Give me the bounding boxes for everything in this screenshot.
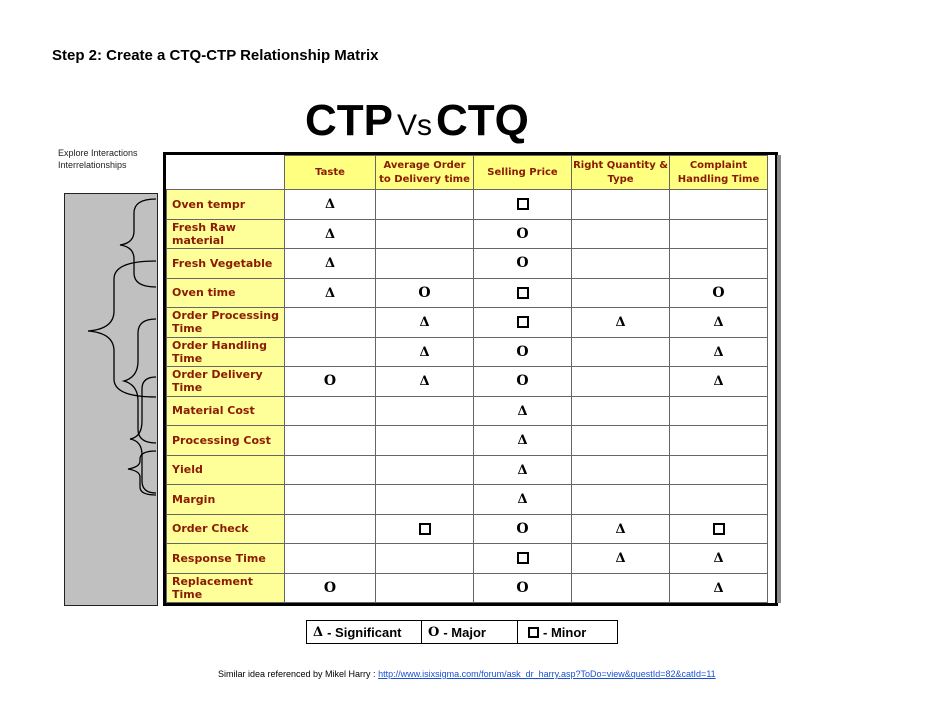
delta-icon: Δ xyxy=(419,315,430,331)
matrix-cell xyxy=(285,308,376,338)
matrix-cell xyxy=(376,308,474,338)
side-note xyxy=(58,147,138,171)
matrix-cell xyxy=(285,426,376,456)
matrix-cell xyxy=(474,485,572,515)
row-label: Order Handling Time xyxy=(167,337,285,367)
matrix-cell xyxy=(474,426,572,456)
matrix-cell xyxy=(572,367,670,397)
matrix-cell xyxy=(572,308,670,338)
row-label: Material Cost xyxy=(167,396,285,426)
delta-icon: Δ xyxy=(713,315,724,331)
matrix-cell xyxy=(572,219,670,249)
legend-minor xyxy=(518,621,617,643)
matrix-row xyxy=(167,249,768,279)
footer xyxy=(218,669,716,679)
circle-icon: O xyxy=(516,343,529,360)
row-label: Order Check xyxy=(167,514,285,544)
matrix-cell xyxy=(285,219,376,249)
matrix-cell xyxy=(572,485,670,515)
row-label: Oven tempr xyxy=(167,190,285,220)
legend-significant-label: - Significant xyxy=(327,624,402,640)
matrix-cell xyxy=(285,485,376,515)
brace-1 xyxy=(120,199,156,287)
delta-icon: Δ xyxy=(517,403,528,419)
matrix-row xyxy=(167,278,768,308)
delta-icon: Δ xyxy=(324,197,336,213)
matrix-cell xyxy=(572,514,670,544)
matrix-cell xyxy=(376,544,474,574)
brace-3 xyxy=(124,319,156,443)
matrix-cell xyxy=(376,573,474,603)
matrix-cell xyxy=(670,426,768,456)
circle-icon: O xyxy=(323,579,337,596)
matrix-cell xyxy=(376,337,474,367)
matrix-cell xyxy=(670,544,768,574)
row-label: Processing Cost xyxy=(167,426,285,456)
circle-icon: O xyxy=(516,579,529,596)
square-icon xyxy=(419,523,431,535)
matrix-cell xyxy=(474,249,572,279)
matrix-cell xyxy=(572,396,670,426)
matrix-cell xyxy=(572,544,670,574)
matrix-cell xyxy=(285,573,376,603)
matrix-cell xyxy=(670,337,768,367)
matrix-cell xyxy=(474,573,572,603)
matrix-cell xyxy=(670,219,768,249)
matrix-cell xyxy=(285,367,376,397)
delta-icon: Δ xyxy=(517,433,528,449)
delta-icon: Δ xyxy=(324,285,336,301)
square-icon xyxy=(713,523,725,535)
matrix-cell xyxy=(670,396,768,426)
matrix-cell xyxy=(285,514,376,544)
matrix-cell xyxy=(285,337,376,367)
column-header: Taste xyxy=(285,156,376,190)
matrix-row xyxy=(167,337,768,367)
matrix-row xyxy=(167,308,768,338)
row-label: Order Processing Time xyxy=(167,308,285,338)
header-row xyxy=(167,156,768,190)
footer-text: Similar idea referenced by Mikel Harry : xyxy=(218,669,376,679)
matrix-cell xyxy=(474,219,572,249)
column-header: Right Quantity & Type xyxy=(572,156,670,190)
row-label: Response Time xyxy=(167,544,285,574)
delta-icon: Δ xyxy=(713,580,724,596)
square-icon xyxy=(517,552,529,564)
matrix-cell xyxy=(572,426,670,456)
matrix-cell xyxy=(376,249,474,279)
row-label: Margin xyxy=(167,485,285,515)
circle-icon: O xyxy=(418,284,431,301)
circle-icon: O xyxy=(516,373,529,390)
matrix-cell xyxy=(285,396,376,426)
matrix-cell xyxy=(285,190,376,220)
matrix-cell xyxy=(670,455,768,485)
brace-2 xyxy=(88,261,156,397)
matrix-cell xyxy=(376,367,474,397)
matrix-cell xyxy=(670,190,768,220)
matrix-cell xyxy=(376,426,474,456)
circle-icon: O xyxy=(516,520,529,537)
matrix-cell xyxy=(572,573,670,603)
matrix-cell xyxy=(376,514,474,544)
legend-minor-label: - Minor xyxy=(543,624,587,640)
matrix-cell xyxy=(474,367,572,397)
square-icon xyxy=(517,198,529,210)
side-note-line1: Explore Interactions xyxy=(58,148,138,158)
matrix-cell xyxy=(572,278,670,308)
square-icon xyxy=(517,287,529,299)
matrix-row xyxy=(167,544,768,574)
delta-icon: Δ xyxy=(615,521,626,537)
column-header: Complaint Handling Time xyxy=(670,156,768,190)
delta-icon: Δ xyxy=(324,256,336,272)
matrix-cell xyxy=(474,396,572,426)
matrix-cell xyxy=(285,249,376,279)
matrix-row xyxy=(167,455,768,485)
circle-icon: O xyxy=(428,624,440,640)
matrix-row xyxy=(167,426,768,456)
circle-icon: O xyxy=(516,225,529,242)
circle-icon: O xyxy=(516,255,529,272)
legend-major xyxy=(422,621,518,643)
row-label: Replacement Time xyxy=(167,573,285,603)
side-note-line2: Interrelationships xyxy=(58,160,127,170)
matrix-cell xyxy=(474,308,572,338)
matrix-cell xyxy=(285,544,376,574)
matrix-cell xyxy=(572,249,670,279)
delta-icon: Δ xyxy=(419,374,430,390)
delta-icon: Δ xyxy=(517,492,528,508)
matrix-cell xyxy=(376,396,474,426)
row-label: Order Delivery Time xyxy=(167,367,285,397)
delta-icon: Δ xyxy=(313,624,324,640)
legend-significant xyxy=(307,621,422,643)
legend-major-label: - Major xyxy=(443,624,486,640)
matrix-cell xyxy=(670,485,768,515)
matrix-cell xyxy=(670,278,768,308)
row-label: Yield xyxy=(167,455,285,485)
brace-4 xyxy=(130,377,156,493)
legend xyxy=(306,620,618,644)
matrix-cell xyxy=(285,455,376,485)
delta-icon: Δ xyxy=(615,315,626,331)
delta-icon: Δ xyxy=(419,344,430,360)
matrix-row xyxy=(167,190,768,220)
matrix-cell xyxy=(376,190,474,220)
matrix-cell xyxy=(376,455,474,485)
delta-icon: Δ xyxy=(517,462,528,478)
matrix-cell xyxy=(376,485,474,515)
main-title xyxy=(305,96,529,151)
matrix-cell xyxy=(474,544,572,574)
square-icon xyxy=(517,316,529,328)
matrix-cell xyxy=(670,514,768,544)
matrix-cell xyxy=(474,514,572,544)
matrix-row xyxy=(167,485,768,515)
matrix-cell xyxy=(670,367,768,397)
circle-icon: O xyxy=(712,284,725,301)
delta-icon: Δ xyxy=(713,551,724,567)
footer-link[interactable]: http://www.isixsigma.com/forum/ask_dr_harry.asp?ToDo=view&questId=82&catId=11 xyxy=(378,669,716,679)
row-label: Fresh Vegetable xyxy=(167,249,285,279)
matrix-cell xyxy=(474,455,572,485)
step-title: Step 2: Create a CTQ-CTP Relationship Matrix xyxy=(52,47,379,64)
column-header: Average Order to Delivery time xyxy=(376,156,474,190)
matrix-row xyxy=(167,396,768,426)
circle-icon: O xyxy=(323,373,337,390)
matrix-row xyxy=(167,219,768,249)
matrix-cell xyxy=(670,249,768,279)
row-label: Oven time xyxy=(167,278,285,308)
delta-icon: Δ xyxy=(324,226,336,242)
matrix-cell xyxy=(474,278,572,308)
matrix-cell xyxy=(670,573,768,603)
main-title-right: CTQ xyxy=(436,96,529,145)
square-icon xyxy=(528,627,539,638)
matrix-row xyxy=(167,573,768,603)
delta-icon: Δ xyxy=(713,344,724,360)
delta-icon: Δ xyxy=(713,374,724,390)
matrix-cell xyxy=(285,278,376,308)
interaction-braces xyxy=(64,193,164,606)
matrix-cell xyxy=(670,308,768,338)
matrix-cell xyxy=(572,455,670,485)
column-header: Selling Price xyxy=(474,156,572,190)
matrix-row xyxy=(167,367,768,397)
ctp-ctq-matrix xyxy=(166,155,768,603)
matrix-cell xyxy=(474,190,572,220)
corner-cell xyxy=(167,156,285,190)
matrix-row xyxy=(167,514,768,544)
main-title-left: CTP xyxy=(305,96,393,145)
delta-icon: Δ xyxy=(615,551,626,567)
matrix-cell xyxy=(572,337,670,367)
matrix-cell xyxy=(572,190,670,220)
matrix-cell xyxy=(474,337,572,367)
main-title-vs: Vs xyxy=(397,109,433,142)
row-label: Fresh Raw material xyxy=(167,219,285,249)
matrix-cell xyxy=(376,219,474,249)
matrix-cell xyxy=(376,278,474,308)
